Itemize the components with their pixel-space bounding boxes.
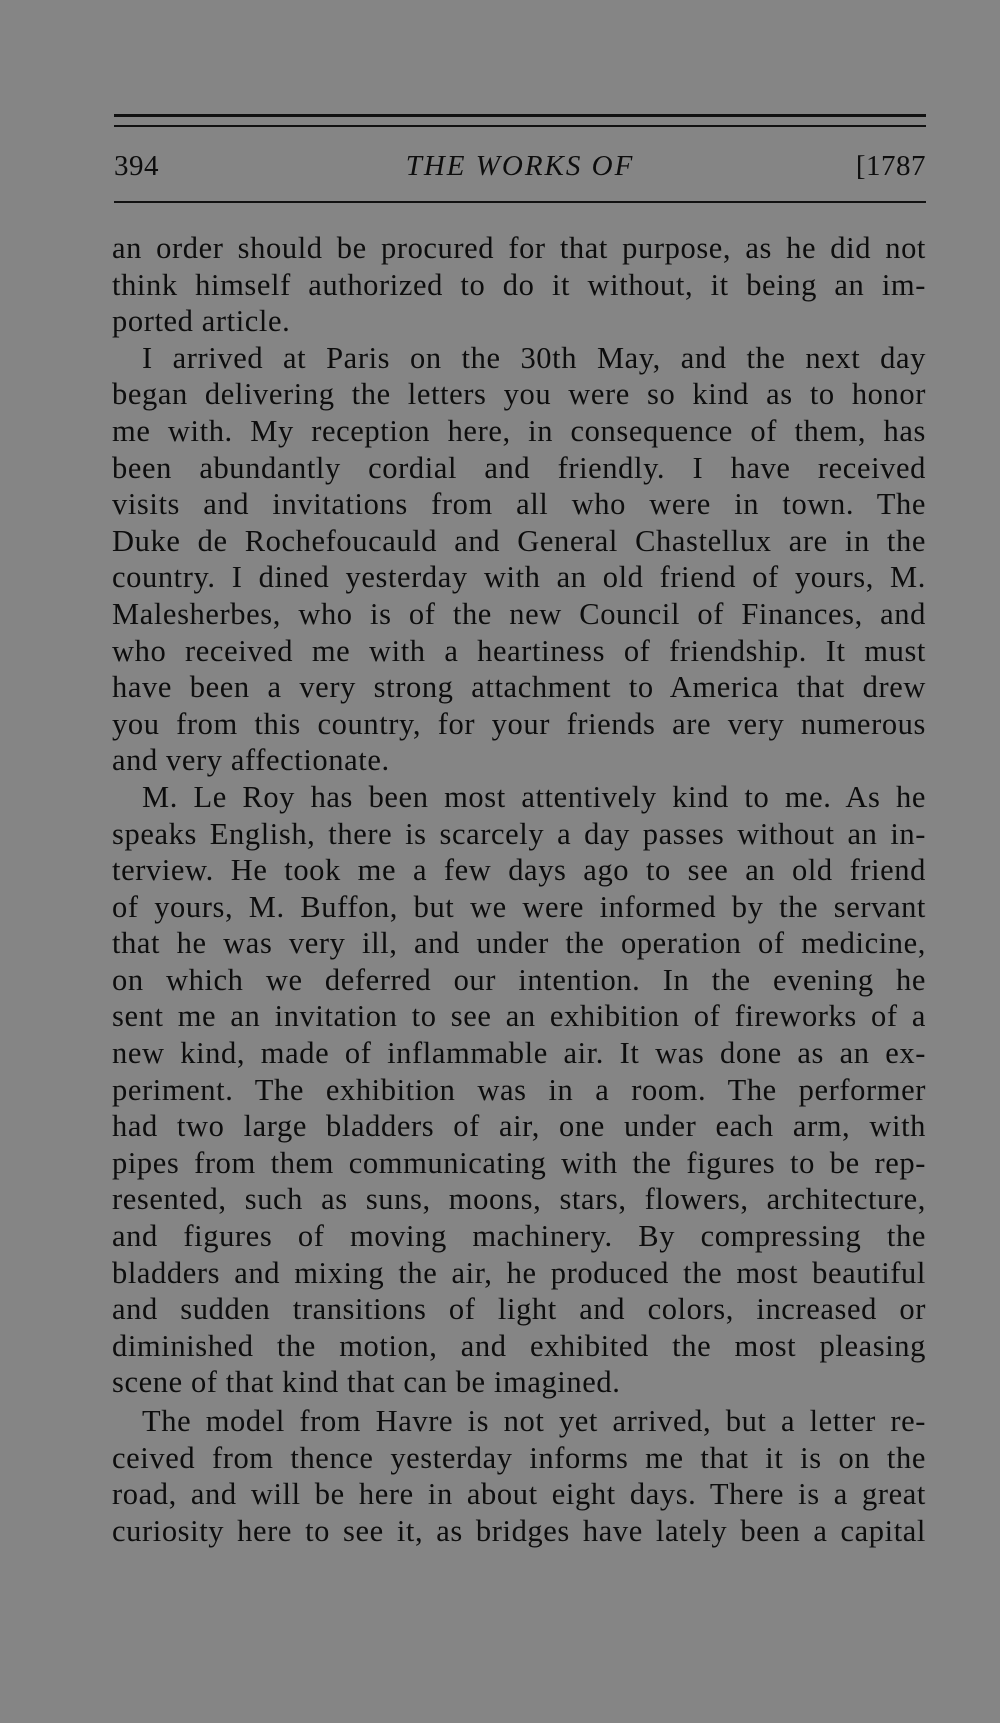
paragraph-3: [112, 779, 926, 1401]
text-line: new kind, made of inflammable air. It was done as an ex-: [112, 1036, 926, 1071]
running-head: [114, 150, 926, 190]
text-line: of yours, M. Buffon, but we were informed by the servant: [112, 889, 926, 924]
paragraph-2: [112, 340, 926, 779]
text-line: pipes from them communicating with the figures to be rep-: [112, 1145, 926, 1180]
text-line: terview. He took me a few days ago to see an old friend: [112, 853, 926, 888]
text-line: M. Le Roy has been most attentively kind to me. As he: [142, 779, 926, 814]
text-line: had two large bladders of air, one under each arm, with: [112, 1109, 926, 1144]
text-line: scene of that kind that can be imagined.: [112, 1365, 621, 1400]
running-title: THE WORKS OF: [405, 150, 635, 182]
text-line: The model from Havre is not yet arrived, but a letter re-: [142, 1404, 926, 1438]
paragraph-4: [112, 1403, 926, 1549]
text-line: me with. My reception here, in consequence of them, has: [112, 413, 926, 448]
text-line: you from this country, for your friends are very numerous: [112, 706, 926, 741]
text-line: have been a very strong attachment to America that drew: [112, 670, 926, 705]
page-number: 394: [114, 150, 159, 182]
header-double-rule-bottom: [114, 125, 926, 127]
text-line: who received me with a heartiness of friendship. It must: [112, 633, 926, 668]
text-line: think himself authorized to do it without, it being an im-: [112, 267, 926, 302]
text-line: on which we deferred our intention. In the evening he: [112, 962, 926, 997]
text-line: that he was very ill, and under the operation of medicine,: [112, 926, 926, 961]
text-line: bladders and mixing the air, he produced the most beautiful: [112, 1255, 926, 1290]
text-line: ported article.: [112, 304, 291, 339]
text-line: resented, such as suns, moons, stars, flowers, architecture,: [112, 1182, 926, 1217]
text-line: country. I dined yesterday with an old friend of yours, M.: [112, 560, 926, 595]
text-line: road, and will be here in about eight days. There is a great: [112, 1477, 926, 1512]
header-double-rule-top: [114, 114, 926, 117]
text-line: began delivering the letters you were so kind as to honor: [112, 377, 926, 412]
text-line: and sudden transitions of light and colors, increased or: [112, 1292, 926, 1327]
header-underline-rule: [114, 201, 926, 203]
text-line: and very affectionate.: [112, 743, 390, 778]
text-line: diminished the motion, and exhibited the most pleasing: [112, 1328, 926, 1363]
text-line: I arrived at Paris on the 30th May, and the next day: [142, 340, 926, 375]
body-text: [112, 230, 926, 1549]
text-line: been abundantly cordial and friendly. I have received: [112, 450, 926, 485]
text-line: Malesherbes, who is of the new Council of Finances, and: [112, 596, 926, 631]
text-line: sent me an invitation to see an exhibition of fireworks of a: [112, 999, 926, 1034]
text-line: speaks English, there is scarcely a day passes without an in-: [112, 816, 926, 851]
text-line: visits and invitations from all who were in town. The: [112, 487, 926, 522]
running-year: [1787: [855, 150, 926, 182]
text-line: an order should be procured for that purpose, as he did not: [112, 231, 926, 265]
text-line: Duke de Rochefoucauld and General Chastellux are in the: [112, 523, 926, 558]
text-line: periment. The exhibition was in a room. The performer: [112, 1072, 926, 1107]
text-line: and figures of moving machinery. By compressing the: [112, 1219, 926, 1254]
text-line: curiosity here to see it, as bridges have lately been a capital: [112, 1513, 926, 1548]
text-line: ceived from thence yesterday informs me that it is on the: [112, 1440, 926, 1475]
paragraph-1: [112, 230, 926, 340]
